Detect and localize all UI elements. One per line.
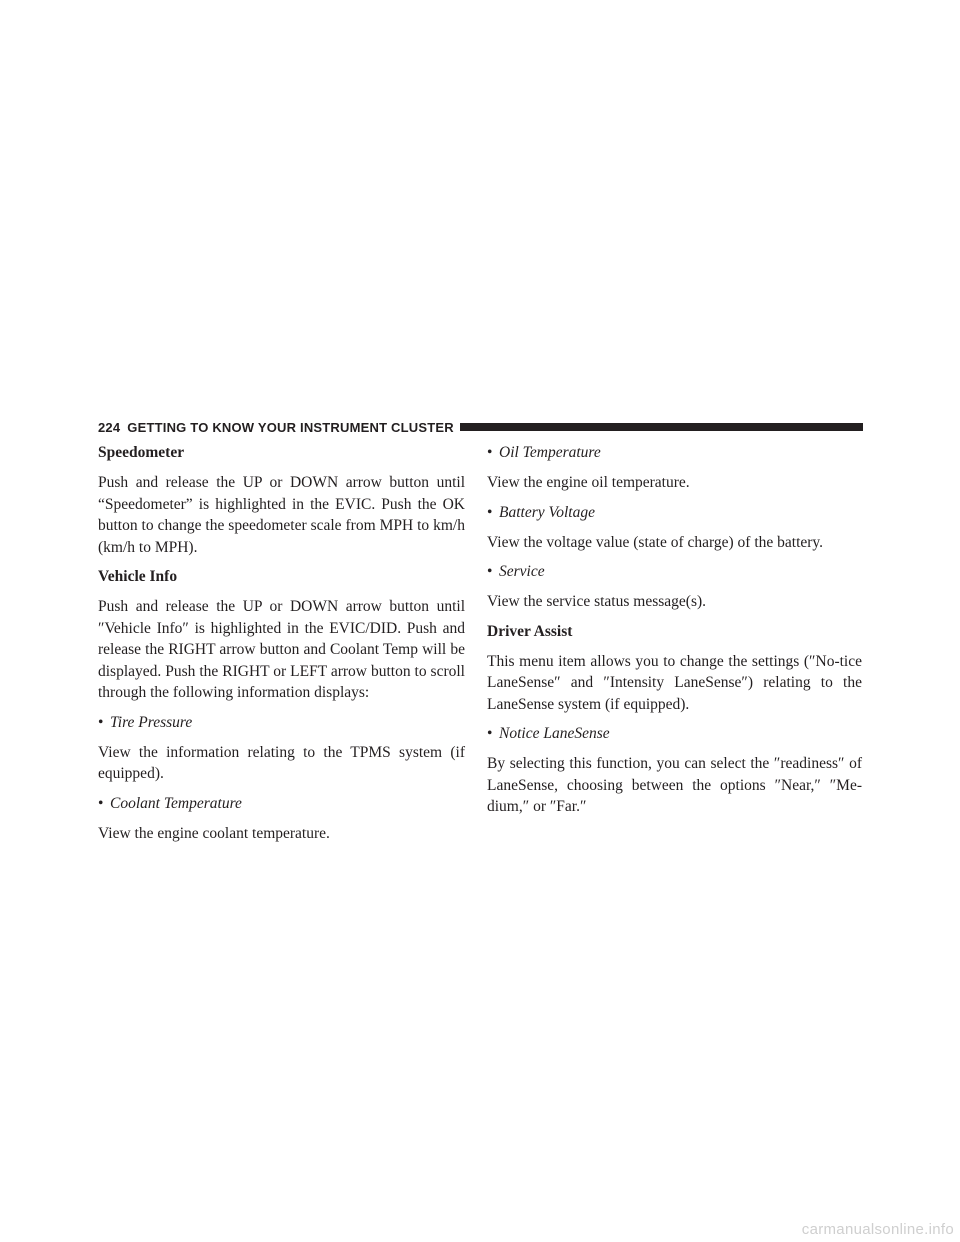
battery-label: Battery Voltage — [499, 503, 595, 521]
vehicle-info-text — [98, 596, 465, 704]
section-title: GETTING TO KNOW YOUR INSTRUMENT CLUSTER — [127, 419, 454, 435]
battery-text: View the voltage value (state of charge) of the battery. — [487, 533, 824, 551]
tire-pressure-text: View the information relating to the TPMS system (if equipped). — [98, 743, 465, 782]
header-rule — [460, 423, 863, 431]
bullet-icon: • — [487, 725, 493, 742]
coolant-label: Coolant Temperature — [110, 794, 242, 812]
oil-label: Oil Temperature — [499, 444, 601, 461]
page-header — [98, 419, 863, 435]
bullet-icon: • — [487, 503, 493, 521]
page-number: 224 — [98, 419, 121, 435]
list-item — [487, 724, 862, 744]
list-item — [487, 562, 862, 582]
bullet-icon: • — [487, 563, 493, 580]
footer-watermark: carmanualsonline.info — [801, 1221, 954, 1238]
list-item — [98, 794, 465, 814]
notice-label: Notice LaneSense — [499, 725, 610, 742]
list-item — [487, 503, 862, 523]
vehicle-info-heading: Vehicle Info — [98, 568, 178, 585]
bullet-icon: • — [487, 444, 493, 461]
right-column — [487, 443, 862, 827]
coolant-text: View the engine coolant temperature. — [98, 824, 330, 842]
speedometer-heading: Speedometer — [98, 444, 185, 461]
list-item — [98, 713, 465, 733]
oil-text: View the engine oil temperature. — [487, 474, 690, 491]
left-column — [98, 443, 465, 853]
list-item — [487, 443, 862, 463]
service-label: Service — [499, 563, 545, 580]
notice-text: By selecting this function, you can select the ″readiness″ of LaneSense, choosing between the options ″Near,″ ″Me-dium,″ or ″Far.″ — [487, 755, 862, 815]
vehicle-info-text-lead: Push and release the UP or DOWN arrow button until — [98, 598, 465, 615]
tire-pressure-label: Tire Pressure — [110, 713, 193, 731]
speedometer-text: Push and release the UP or DOWN arrow button until “Speedometer” is highlighted in the EVIC. Push the OK button to change the speedometer scale from MPH to km/h (km/h to MPH). — [98, 474, 465, 556]
bullet-icon: • — [98, 794, 104, 812]
bullet-icon: • — [98, 713, 104, 731]
driver-assist-text: This menu item allows you to change the settings (″No-tice LaneSense″ and ″Intensity LaneSense″) relating to the LaneSense system (if equipped). — [487, 652, 862, 713]
driver-assist-heading: Driver Assist — [487, 622, 573, 640]
service-text: View the service status message(s). — [487, 593, 707, 610]
vehicle-info-text-body: ″Vehicle Info″ is highlighted in the EVIC/DID. Push and release the RIGHT arrow button and Coolant Temp will be displayed. Push the RIGHT or LEFT arrow button to scroll through the following information displays: — [98, 619, 465, 701]
